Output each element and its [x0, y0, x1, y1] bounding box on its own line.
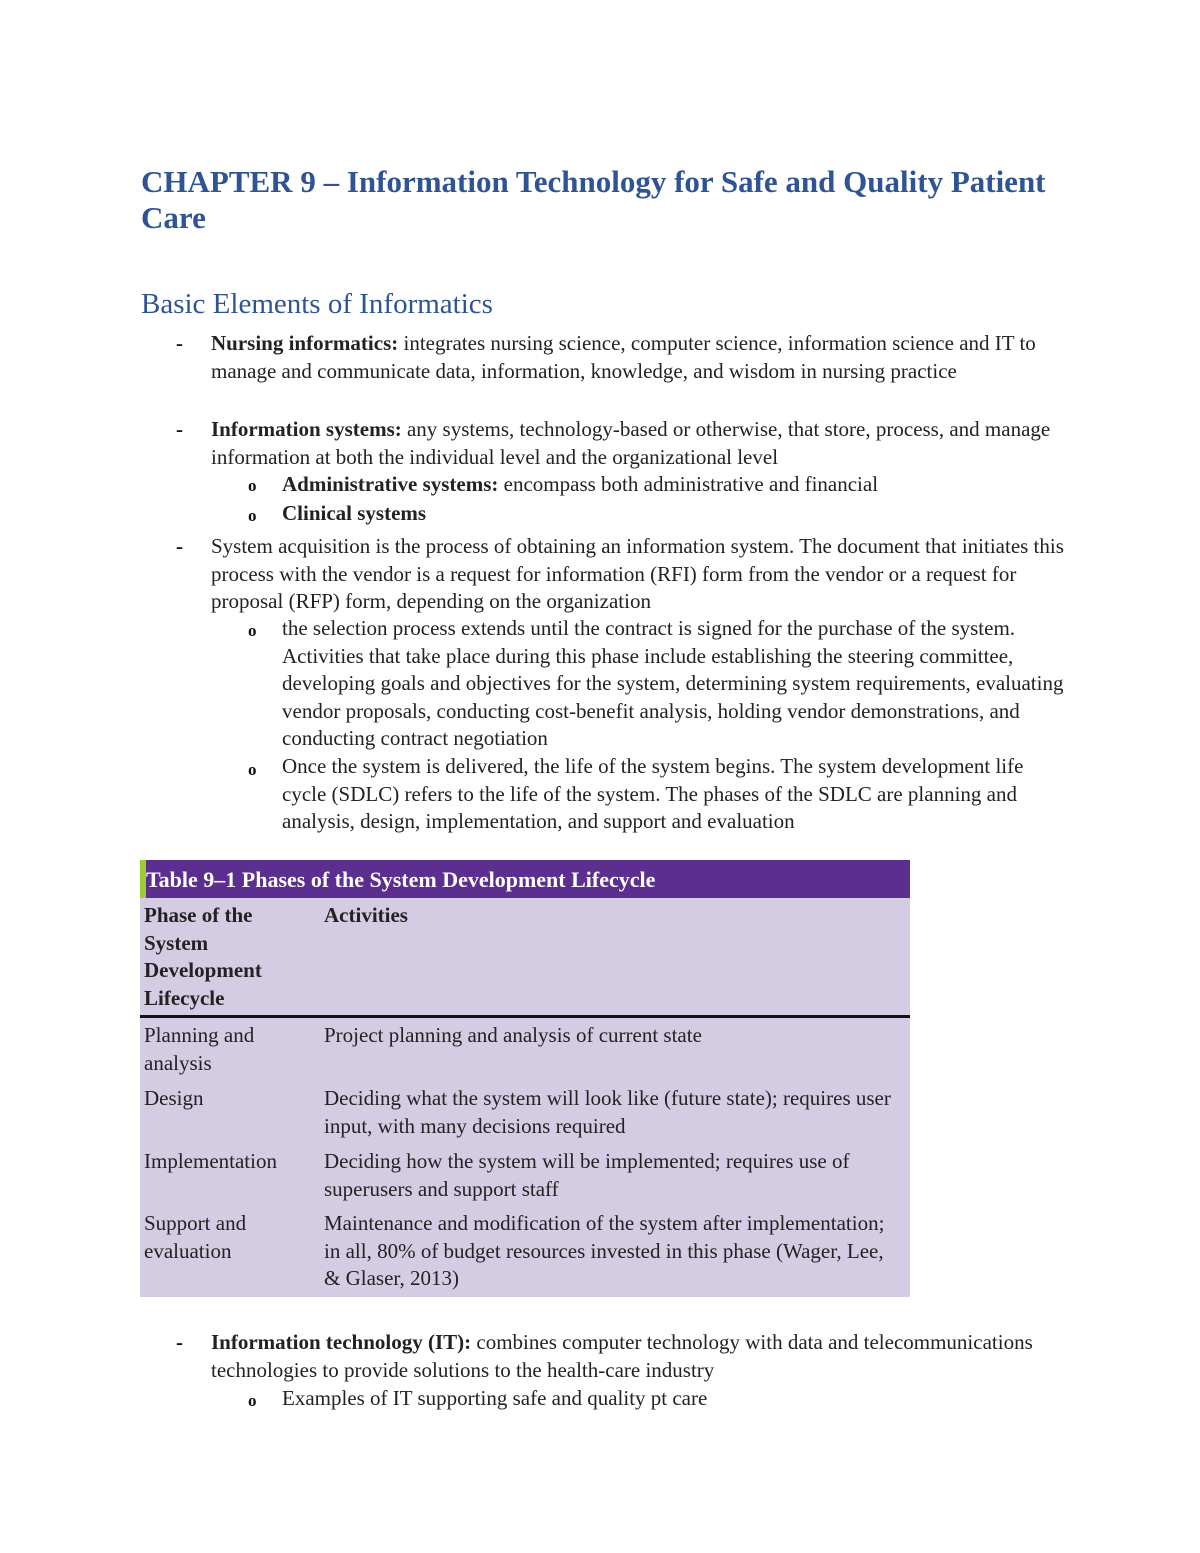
table-caption-text: Table 9–1 Phases of the System Development Lifecycle: [146, 867, 656, 892]
section-heading: Basic Elements of Informatics: [141, 288, 493, 320]
table-cell-phase: Design: [144, 1086, 204, 1110]
table-body: [140, 898, 910, 1297]
circle-bullet: o: [248, 621, 257, 640]
list-item-clinical-systems: [282, 500, 1072, 528]
table-cell-activities: Deciding what the system will look like (future state); requires user input, with many decisions required: [324, 1086, 891, 1138]
list-item-sdlc: Once the system is delivered, the life of the system begins. The system development life cycle (SDLC) refers to the life of the system. The phases of the SDLC are planning and analysis, design, implementation, and support and evaluation: [282, 754, 1024, 833]
list-item-it-examples: Examples of IT supporting safe and quality pt care: [282, 1386, 708, 1410]
table-caption: [140, 860, 910, 898]
term-label: Clinical systems: [282, 501, 427, 525]
circle-bullet: o: [248, 476, 257, 495]
circle-bullet: o: [248, 506, 257, 525]
header-divider: [140, 1015, 910, 1018]
list-item-information-systems: [211, 416, 1071, 471]
term-definition: encompass both administrative and financial: [498, 472, 879, 496]
term-label: Information technology (IT):: [211, 1330, 472, 1354]
table-header-phase: Phase of the System Development Lifecycle: [144, 903, 262, 1010]
table-cell-activities: Deciding how the system will be implemented; requires use of superusers and support staff: [324, 1149, 850, 1201]
table-cell-phase: Implementation: [144, 1149, 277, 1173]
table-header-activities: Activities: [324, 903, 408, 927]
list-item-information-technology: [211, 1329, 1071, 1384]
list-item-selection-process: the selection process extends until the contract is signed for the purchase of the system. Activities that take place during this phase include establishing the steering committee, developing goals and objectives for the system, determining system requirements, evaluating vendor proposals, conducting cost-benefit analysis, holding vendor demonstrations, and conducting contract negotiation: [282, 616, 1064, 750]
table-cell-phase: Planning and analysis: [144, 1023, 255, 1075]
list-item-nursing-informatics: [211, 330, 1071, 385]
table-cell-activities: Maintenance and modification of the system after implementation; in all, 80% of budget resources invested in this phase (Wager, Lee, & Glaser, 2013): [324, 1211, 885, 1290]
term-label: Administrative systems:: [282, 472, 499, 496]
table-cell-phase: Support and evaluation: [144, 1211, 247, 1263]
circle-bullet: o: [248, 760, 257, 779]
term-definition: combines computer technology with data and telecommunications technologies to provide solutions to the health-care industry: [211, 1330, 1033, 1382]
term-definition: integrates nursing science, computer science, information science and IT to manage and communicate data, information, knowledge, and wisdom in nursing practice: [211, 331, 1036, 383]
term-definition: any systems, technology-based or otherwise, that store, process, and manage information at both the individual level and the organizational level: [211, 417, 1051, 469]
list-item-administrative-systems: [282, 471, 1072, 499]
chapter-title: CHAPTER 9 – Information Technology for Safe and Quality Patient Care: [141, 164, 1046, 235]
dash-bullet: -: [176, 534, 183, 558]
list-item-system-acquisition: System acquisition is the process of obtaining an information system. The document that initiates this process with the vendor is a request for information (RFI) form from the vendor or a request for proposal (RFP) form, depending on the organization: [211, 534, 1064, 613]
circle-bullet: o: [248, 1391, 257, 1410]
dash-bullet: -: [176, 417, 183, 441]
table-cell-activities: Project planning and analysis of current state: [324, 1023, 702, 1047]
dash-bullet: -: [176, 1330, 183, 1354]
dash-bullet: -: [176, 331, 183, 355]
term-label: Information systems:: [211, 417, 402, 441]
caption-accent-bar: [140, 860, 146, 898]
term-label: Nursing informatics:: [211, 331, 399, 355]
